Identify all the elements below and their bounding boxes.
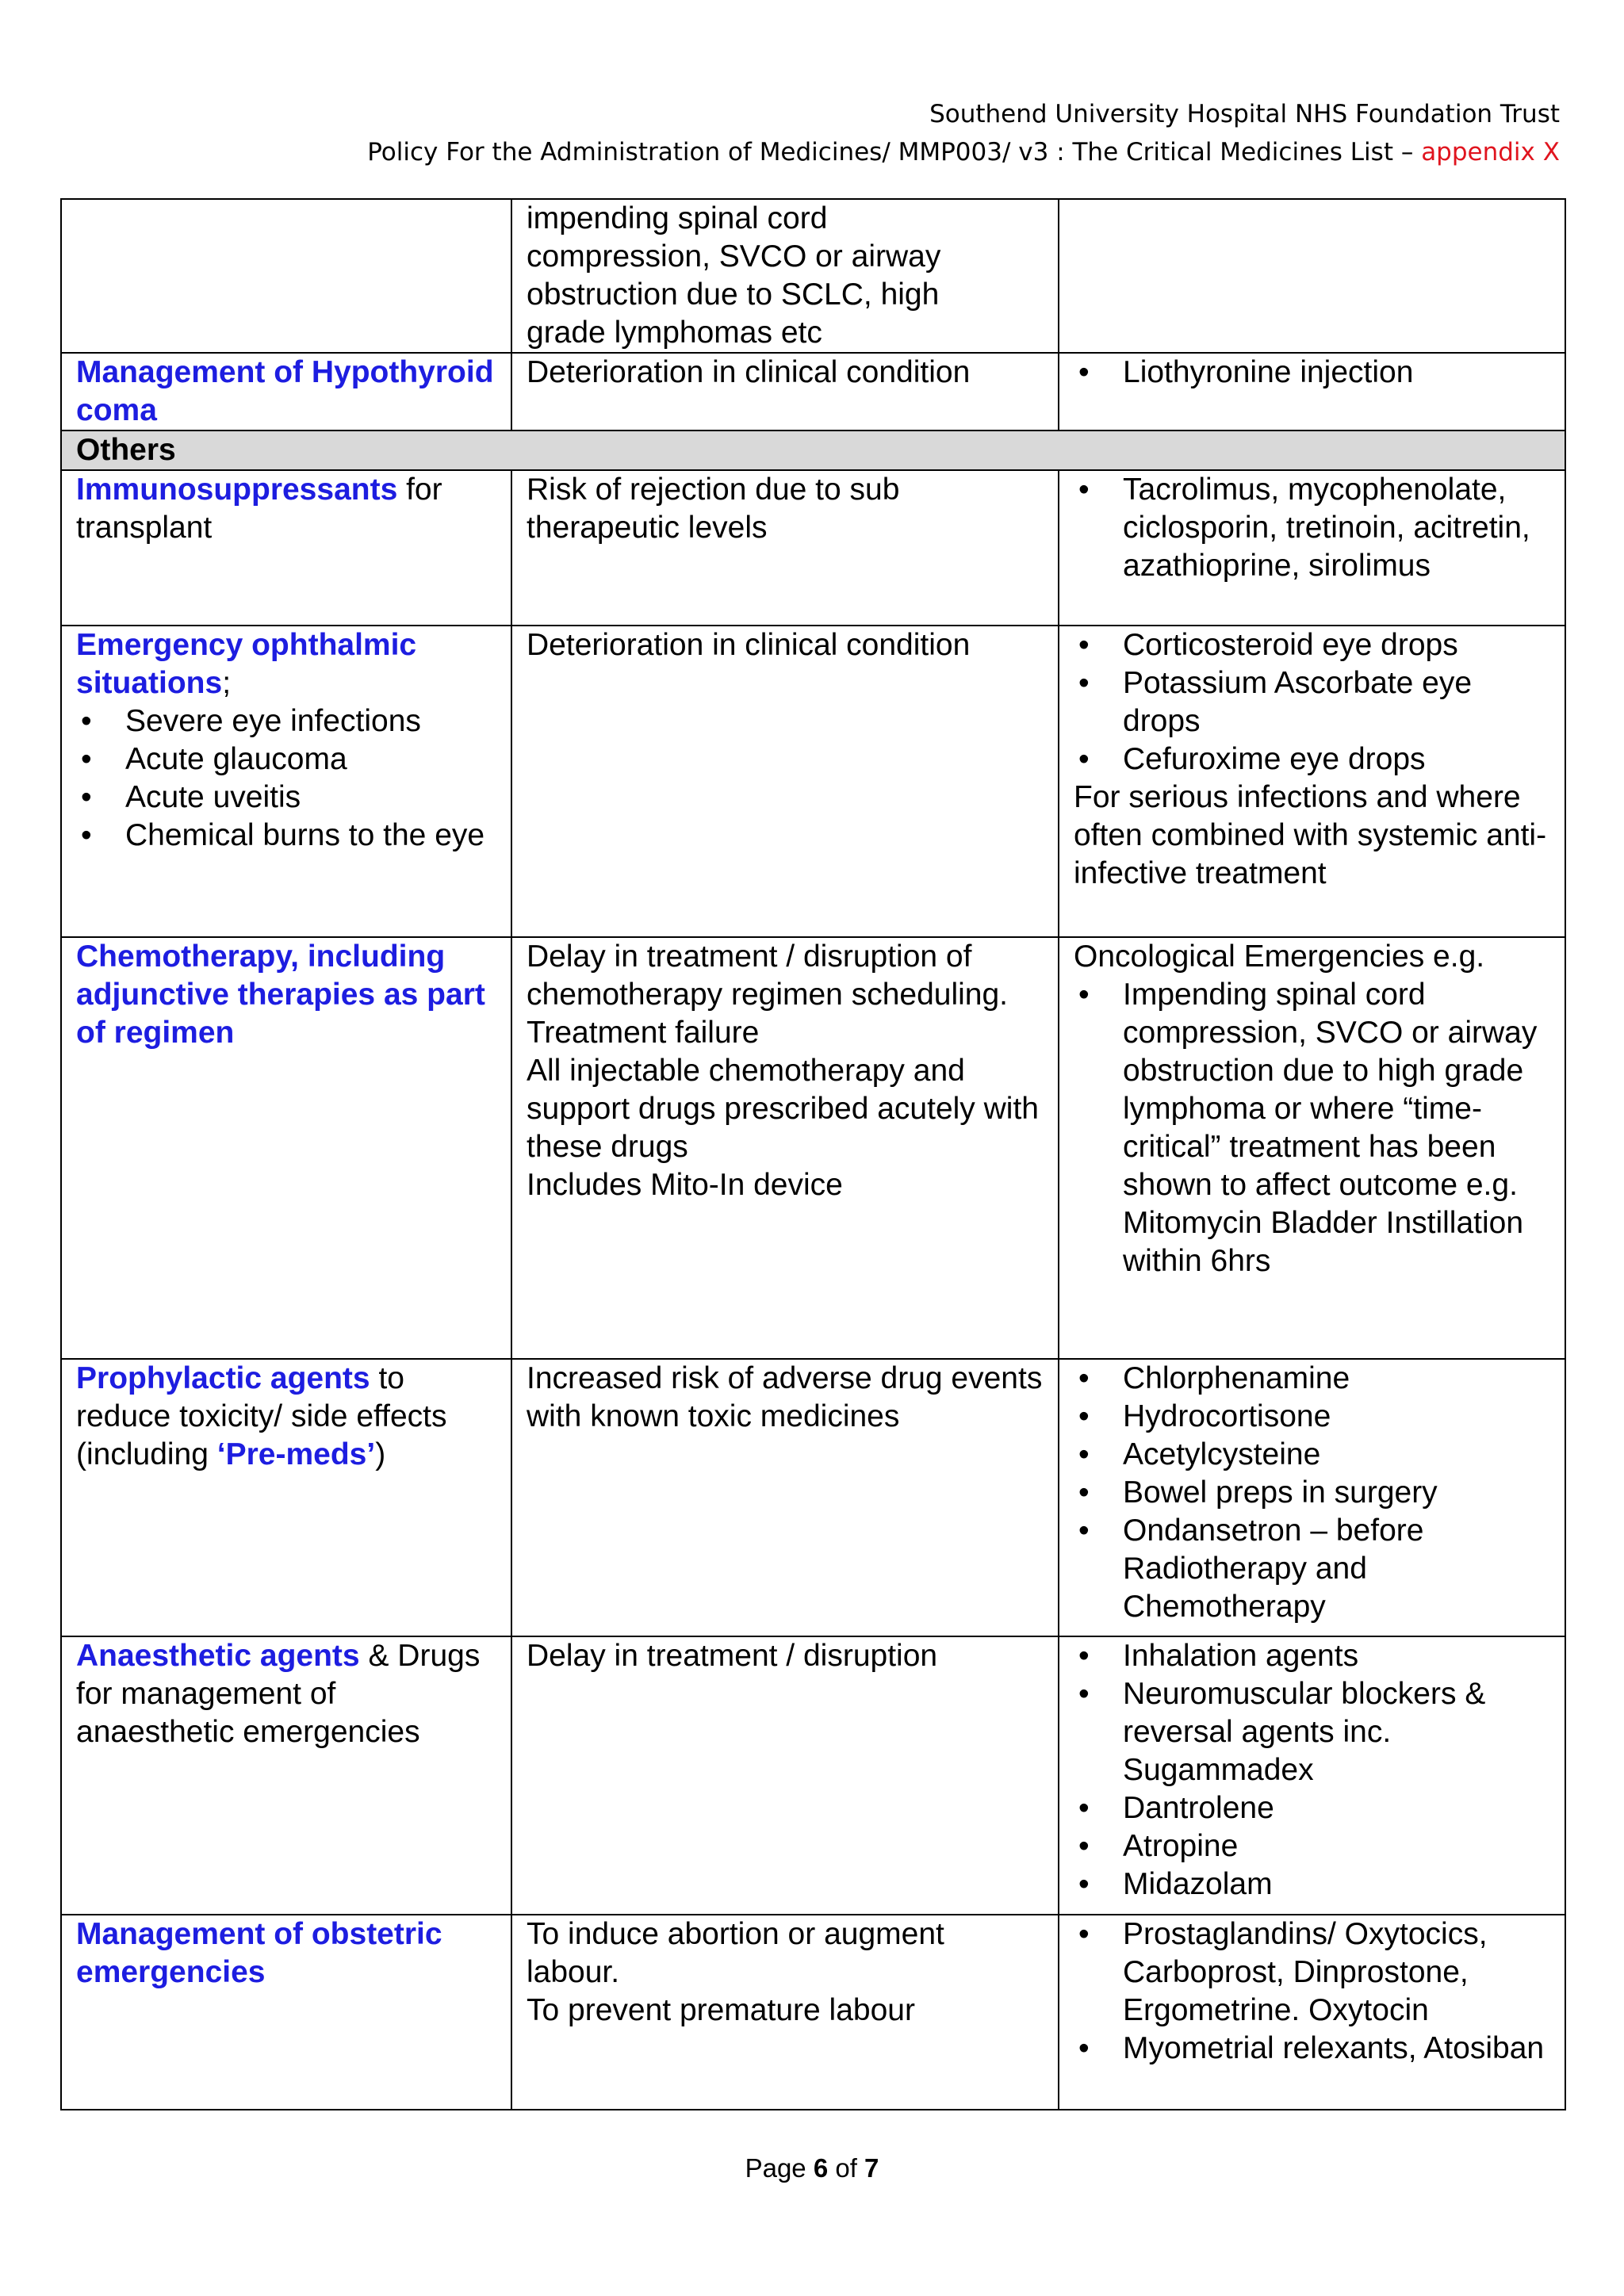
category-title: Anaesthetic agents: [76, 1639, 360, 1673]
list-item: • Neuromuscular blockers & reversal agents inc. Sugammadex: [1074, 1675, 1550, 1789]
table-row: [61, 470, 1565, 626]
list-item: • Chemical burns to the eye: [76, 817, 496, 855]
cell-reason: Deterioration in clinical condition: [511, 353, 1059, 430]
cell-reason: [511, 199, 1059, 353]
text-line: obstruction due to SCLC, high: [527, 277, 940, 312]
list-item: • Atropine: [1074, 1827, 1550, 1866]
list-item: • Midazolam: [1074, 1866, 1550, 1904]
text-line: impending spinal cord: [527, 201, 828, 235]
footer-page-number: 6: [813, 2153, 829, 2183]
text-line: grade lymphomas etc: [527, 316, 822, 350]
cell-medicines: [1059, 937, 1565, 1359]
category-premeds: ‘Pre-meds’: [216, 1437, 376, 1471]
list-item: • Myometrial relexants, Atosiban: [1074, 2030, 1550, 2068]
cell-medicines: [1059, 470, 1565, 626]
table-row: [61, 1359, 1565, 1636]
text-line: To prevent premature labour: [527, 1993, 915, 2027]
footer-of-label: of: [828, 2153, 865, 2183]
category-rest: to reduce toxicity/ side effects (including: [76, 1361, 447, 1471]
category-rest: for transplant: [76, 473, 442, 545]
list-item: • Liothyronine injection: [1074, 354, 1550, 392]
cell-reason: Deterioration in clinical condition: [511, 626, 1059, 937]
category-rest: ;: [222, 666, 232, 700]
list-item: • Potassium Ascorbate eye drops: [1074, 664, 1550, 740]
list-item: • Tacrolimus, mycophenolate, ciclosporin, tretinoin, acitretin, azathioprine, sirolimus: [1074, 471, 1550, 585]
category-rest: & Drugs for management of anaesthetic emergencies: [76, 1639, 481, 1749]
section-row: [61, 430, 1565, 470]
cell-reason: Risk of rejection due to sub therapeutic levels: [511, 470, 1059, 626]
list-item: • Severe eye infections: [76, 702, 496, 740]
header-policy: [367, 133, 1560, 171]
section-title: Others: [61, 430, 1565, 470]
header-appendix: appendix X: [1421, 138, 1560, 166]
cell-category: [61, 1359, 511, 1636]
list-item: • Cefuroxime eye drops: [1074, 740, 1550, 779]
list-item: • Dantrolene: [1074, 1789, 1550, 1827]
header-trust: Southend University Hospital NHS Foundation Trust: [929, 100, 1560, 128]
footer-page-label: Page: [745, 2153, 814, 2183]
category-title: Management of obstetric emergencies: [76, 1917, 442, 1989]
cell-medicines: [1059, 1359, 1565, 1636]
note: For serious infections and where often combined with systemic anti-infective treatment: [1074, 780, 1547, 890]
text-line: Treatment failure: [527, 1016, 760, 1050]
category-title: Immunosuppressants: [76, 473, 398, 507]
category-title: Management of Hypothyroid coma: [76, 355, 494, 427]
list-item: • Chlorphenamine: [1074, 1360, 1550, 1398]
list-item: • Prostaglandins/ Oxytocics, Carboprost, Dinprostone, Ergometrine. Oxytocin: [1074, 1915, 1550, 2030]
cell-reason: [511, 937, 1059, 1359]
table-row: [61, 626, 1565, 937]
list-item: • Impending spinal cord compression, SVCO or airway obstruction due to high grade lymphoma or where “time-critical” treatment has been shown to affect outcome e.g. Mitomycin Bladder Instillation within 6hrs: [1074, 976, 1550, 1280]
cell-reason: Delay in treatment / disruption: [511, 1636, 1059, 1915]
category-title: Chemotherapy, including adjunctive therapies as part of regimen: [76, 939, 485, 1050]
footer-page-total: 7: [864, 2153, 879, 2183]
intro: Oncological Emergencies e.g.: [1074, 939, 1485, 974]
list-item: • Hydrocortisone: [1074, 1398, 1550, 1436]
text-line: compression, SVCO or airway: [527, 239, 941, 274]
cell-category: [61, 1636, 511, 1915]
cell-category: [61, 626, 511, 937]
header-policy-text: Policy For the Administration of Medicines/ MMP003/ v3 : The Critical Medicines List –: [367, 138, 1422, 166]
cell-empty: [61, 199, 511, 353]
text-line: Delay in treatment / disruption of chemotherapy regimen scheduling.: [527, 939, 1009, 1012]
cell-reason: [511, 1915, 1059, 2110]
list-item: • Bowel preps in surgery: [1074, 1474, 1550, 1512]
category-title: Prophylactic agents: [76, 1361, 370, 1395]
list-item: • Acute uveitis: [76, 779, 496, 817]
list-item: • Acetylcysteine: [1074, 1436, 1550, 1474]
critical-medicines-table: [60, 198, 1566, 2110]
text-line: To induce abortion or augment labour.: [527, 1917, 944, 1989]
cell-category: [61, 353, 511, 430]
cell-medicines: [1059, 1915, 1565, 2110]
page-header: [367, 95, 1560, 171]
cell-category: [61, 937, 511, 1359]
text-line: Includes Mito-In device: [527, 1168, 843, 1202]
list-item: • Acute glaucoma: [76, 740, 496, 779]
table-row: [61, 1636, 1565, 1915]
cell-medicines: [1059, 626, 1565, 937]
cell-category: [61, 1915, 511, 2110]
text-line: All injectable chemotherapy and support drugs prescribed acutely with these drugs: [527, 1054, 1039, 1164]
cell-empty: [1059, 199, 1565, 353]
table-row: [61, 1915, 1565, 2110]
list-item: • Corticosteroid eye drops: [1074, 626, 1550, 664]
cell-medicines: [1059, 1636, 1565, 1915]
category-end: ): [375, 1437, 386, 1471]
table-row: [61, 937, 1565, 1359]
cell-reason: Increased risk of adverse drug events with known toxic medicines: [511, 1359, 1059, 1636]
list-item: • Inhalation agents: [1074, 1637, 1550, 1675]
cell-medicines: [1059, 353, 1565, 430]
cell-category: [61, 470, 511, 626]
page-footer: [0, 2153, 1624, 2183]
list-item: • Ondansetron – before Radiotherapy and Chemotherapy: [1074, 1512, 1550, 1626]
table-row: [61, 199, 1565, 353]
table-row: [61, 353, 1565, 430]
category-title: Emergency ophthalmic situations: [76, 628, 417, 700]
